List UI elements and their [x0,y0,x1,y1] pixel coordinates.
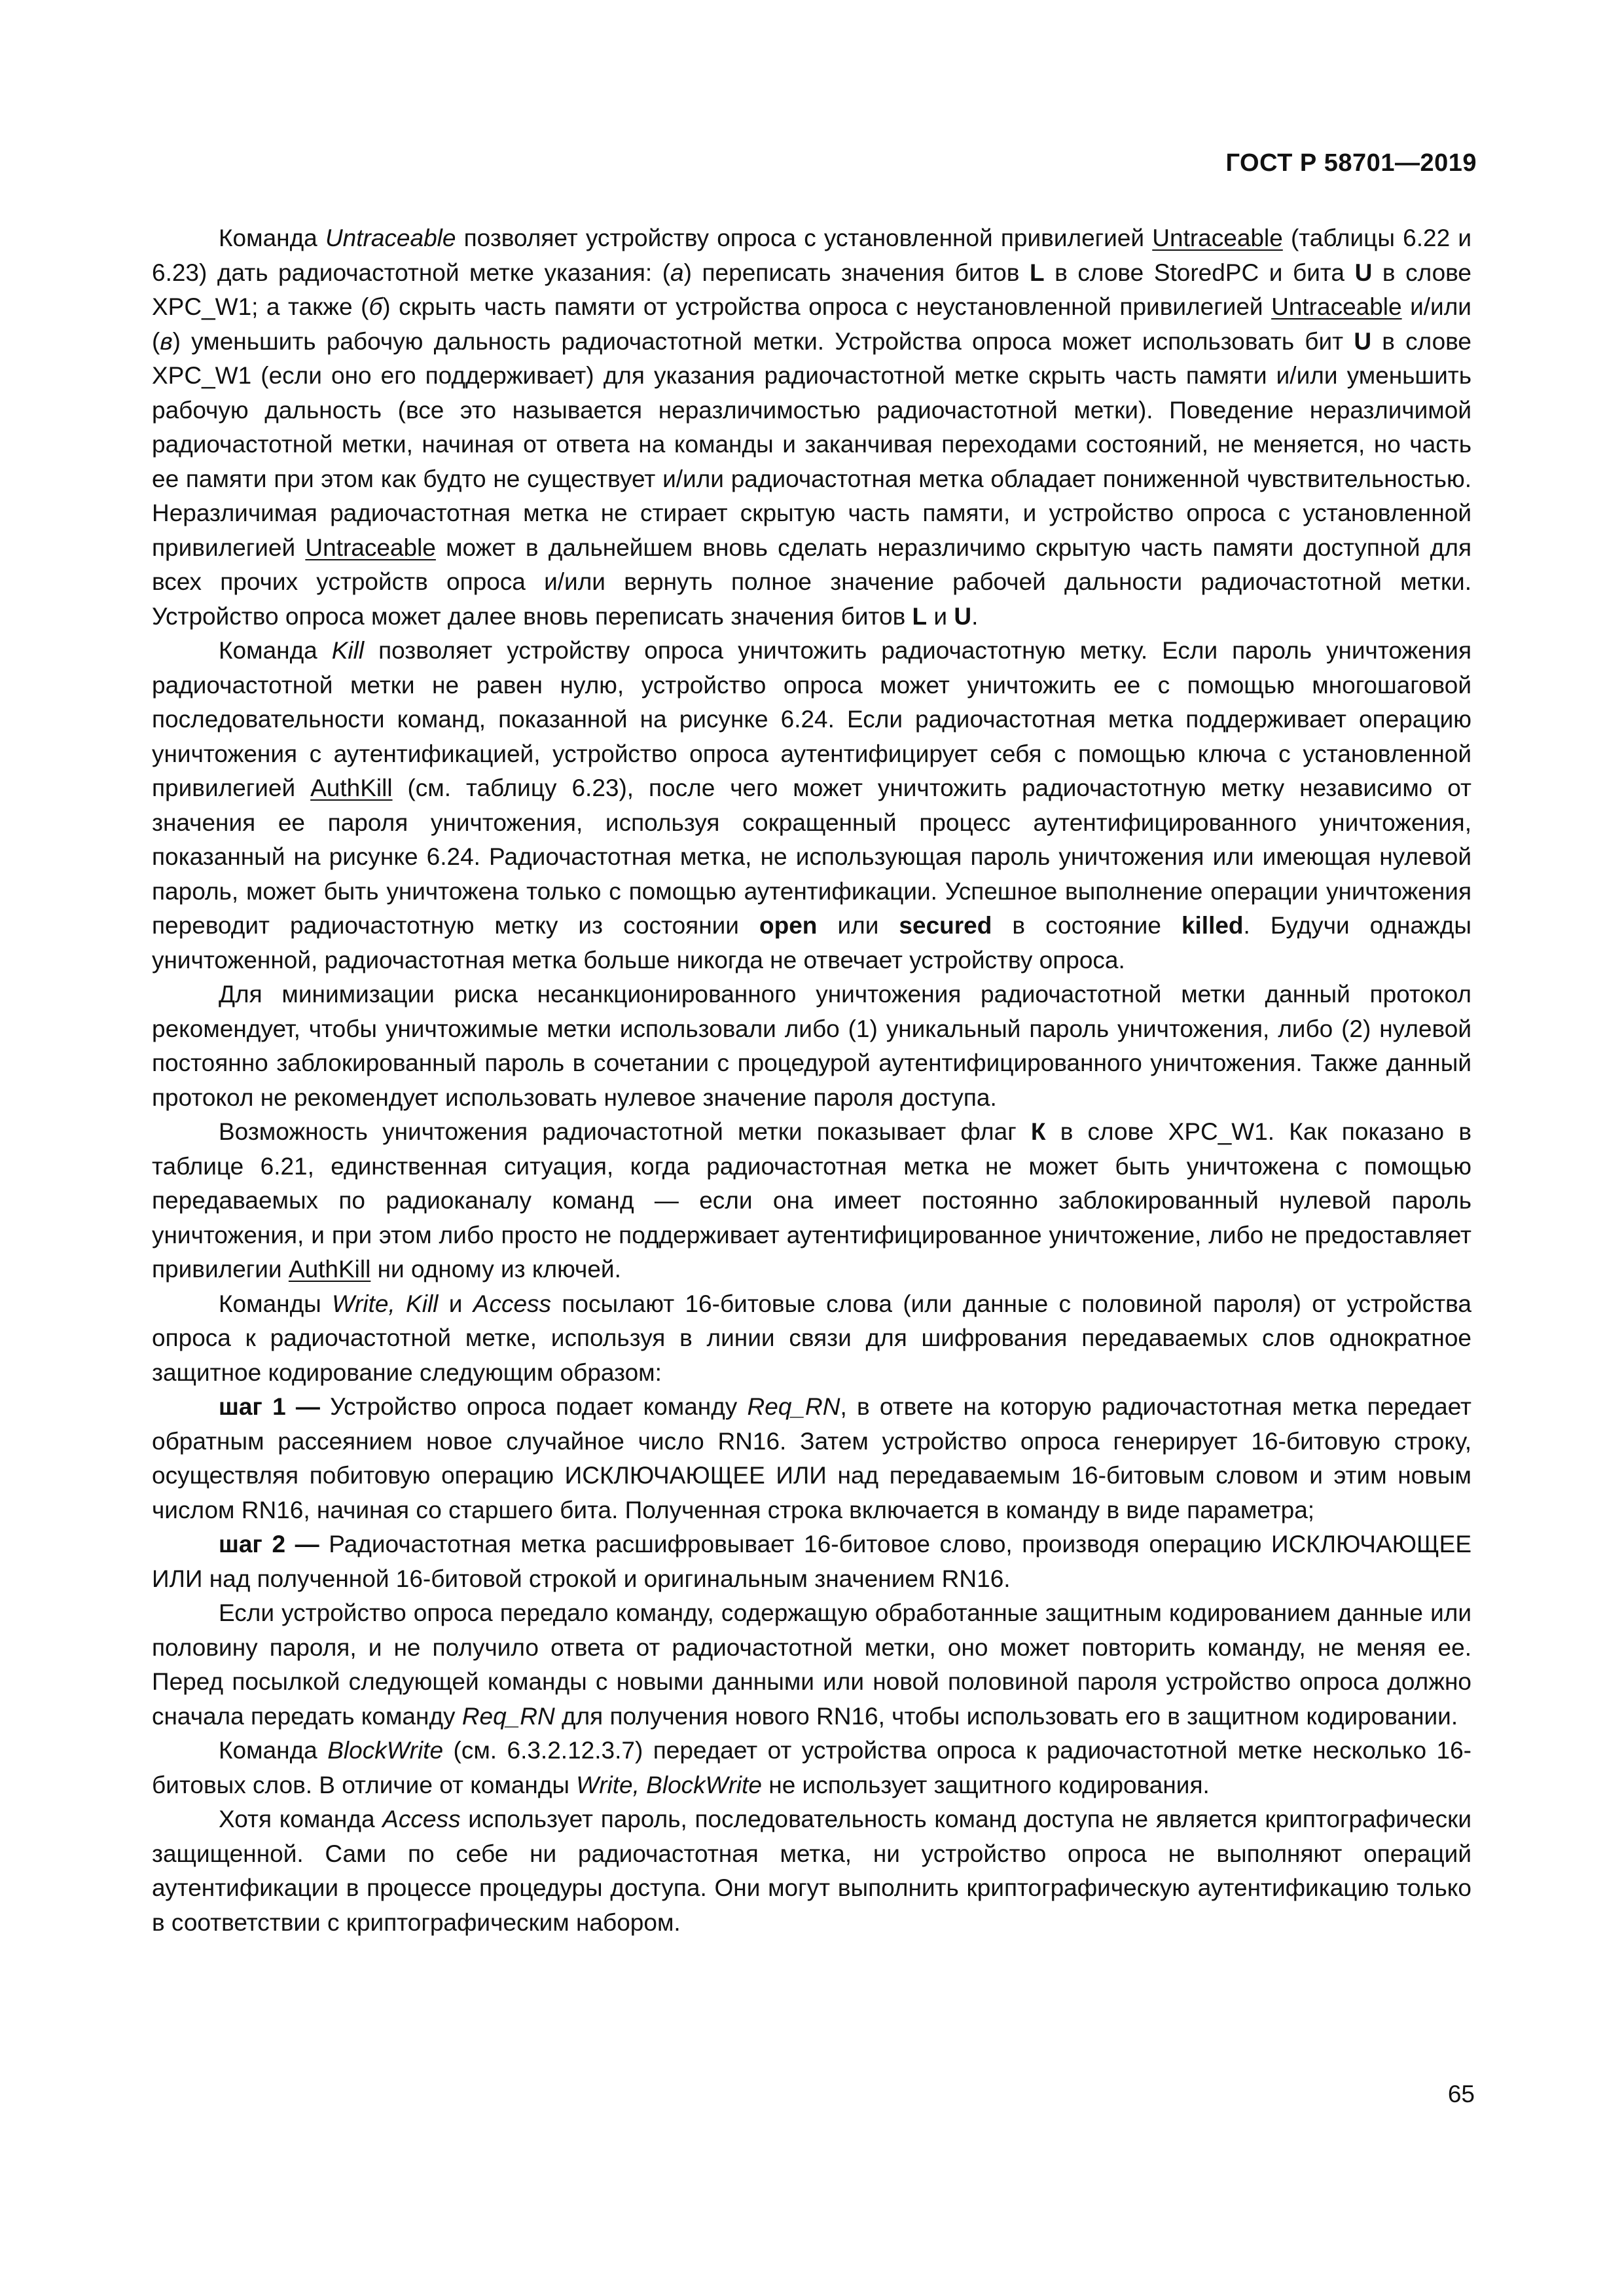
page-number: 65 [1447,2081,1475,2107]
paragraph-untraceable: Команда Untraceable позволяет устройству опроса с установленной привилегией Untraceable (таблицы 6.22 и 6.23) дать радиочастотной метке указания: (а) переписать значения битов L в слове StoredPC и бита U в слове XPC_W1; а также (б) скрыть часть памяти от устройства опроса с неустановленной привилегией Untraceable и/или (в) уменьшить рабочую дальность радиочастотной метки. Устройства опроса может использовать бит U в слове XPC_W1 (если оно его поддерживает) для указания радиочастотной метке скрыть часть памяти и/или уменьшить рабочую дальность (все это называется неразличимостью радиочастотной метки). Поведение неразличимой радиочастотной метки, начиная от ответа на команды и заканчивая переходами состояний, не меняется, но часть ее памяти при этом как будто не существует и/или радиочастотная метка обладает пониженной чувствительностью. Неразличимая радиочастотная метка не стирает скрытую часть памяти, и устройство опроса с установленной привилегией Untraceable может в дальнейшем вновь сделать неразличимо скрытую часть памяти доступной для всех прочих устройств опроса и/или вернуть полное значение рабочей дальности радиочастотной метки. Устройство опроса может далее вновь переписать значения битов L и U. [152,225,1472,630]
paragraph-kill-flag: Возможность уничтожения радиочастотной метки показывает флаг К в слове XPC_W1. Как показано в таблице 6.21, единственная ситуация, когда радиочастотная метка не может быть уничтожена с помощью передаваемых по радиоканалу команд — если она имеет постоянно заблокированный нулевой пароль уничтожения, и при этом либо просто не поддерживает аутентифицированное уничтожение, либо не предоставляет привилегии AuthKill ни одному из ключей. [152,1118,1471,1283]
paragraph-step-1: шаг 1 — Устройство опроса подает команду Req_RN, в ответе на которую радиочастотная метка передает обратным рассеянием новое случайное число RN16. Затем устройство опроса генерирует 16-битовую строку, осуществляя побитовую операцию ИСКЛЮЧАЮЩЕЕ ИЛИ над передаваемым 16-битовым словом и этим новым числом RN16, начиная со старшего бита. Полученная строка включается в команду в виде параметра; [152,1393,1471,1523]
paragraph-access: Хотя команда Access использует пароль, последовательность команд доступа не является криптографически защищенной. Сами по себе ни радиочастотная метка, ни устройство опроса не выполняют операций аутентификации в процессе процедуры доступа. Они могут выполнить криптографическую аутентификацию только в соответствии с криптографическим набором. [152,1806,1471,1936]
paragraph-step-2: шаг 2 — Радиочастотная метка расшифровывает 16-битовое слово, производя операцию ИСКЛЮЧАЮЩЕЕ ИЛИ над полученной 16-битовой строкой и оригинальным значением RN16. [152,1531,1472,1592]
document-body [152,221,1471,1940]
paragraph-kill: Команда Kill позволяет устройству опроса уничтожить радиочастотную метку. Если пароль уничтожения радиочастотной метки не равен нулю, устройство опроса может уничтожить ее с помощью многошаговой последовательности команд, показанной на рисунке 6.24. Если радиочастотная метка поддерживает операцию уничтожения с аутентификацией, устройство опроса аутентифицирует себя с помощью ключа с установленной привилегией AuthKill (см. таблицу 6.23), после чего может уничтожить радиочастотную метку независимо от значения ее пароля уничтожения, используя сокращенный процесс аутентифицированного уничтожения, показанный на рисунке 6.24. Радиочастотная метка, не использующая пароль уничтожения или имеющая нулевой пароль, может быть уничтожена только с помощью аутентификации. Успешное выполнение операции уничтожения переводит радиочастотную метку из состоянии open или secured в состояние killed. Будучи однажды уничтоженной, радиочастотная метка больше никогда не отвечает устройству опроса. [152,637,1471,974]
paragraph-cover-coding: Команды Write, Kill и Access посылают 16-битовые слова (или данные с половиной пароля) от устройства опроса к радиочастотной метке, используя в линии связи для шифрования передаваемых слов однократное защитное кодирование следующим образом: [152,1290,1471,1386]
paragraph-retry: Если устройство опроса передало команду, содержащую обработанные защитным кодированием данные или половину пароля, и не получило ответа от радиочастотной метки, оно может повторить команду, не меняя ее. Перед посылкой следующей команды с новыми данными или новой половиной пароля устройство опроса должно сначала передать команду Req_RN для получения нового RN16, чтобы использовать его в защитном кодировании. [152,1599,1471,1730]
paragraph-blockwrite: Команда BlockWrite (см. 6.3.2.12.3.7) передает от устройства опроса к радиочастотной метке несколько 16-битовых слов. В отличие от команды Write, BlockWrite не использует защитного кодирования. [152,1737,1471,1798]
paragraph-kill-risk: Для минимизации риска несанкционированного уничтожения радиочастотной метки данный протокол рекомендует, чтобы уничтожимые метки использовали либо (1) уникальный пароль уничтожения, либо (2) нулевой постоянно заблокированный пароль в сочетании с процедурой аутентифицированного уничтожения. Также данный протокол не рекомендует использовать нулевое значение пароля доступа. [152,981,1471,1111]
document-header: ГОСТ Р 58701—2019 [1225,149,1477,177]
